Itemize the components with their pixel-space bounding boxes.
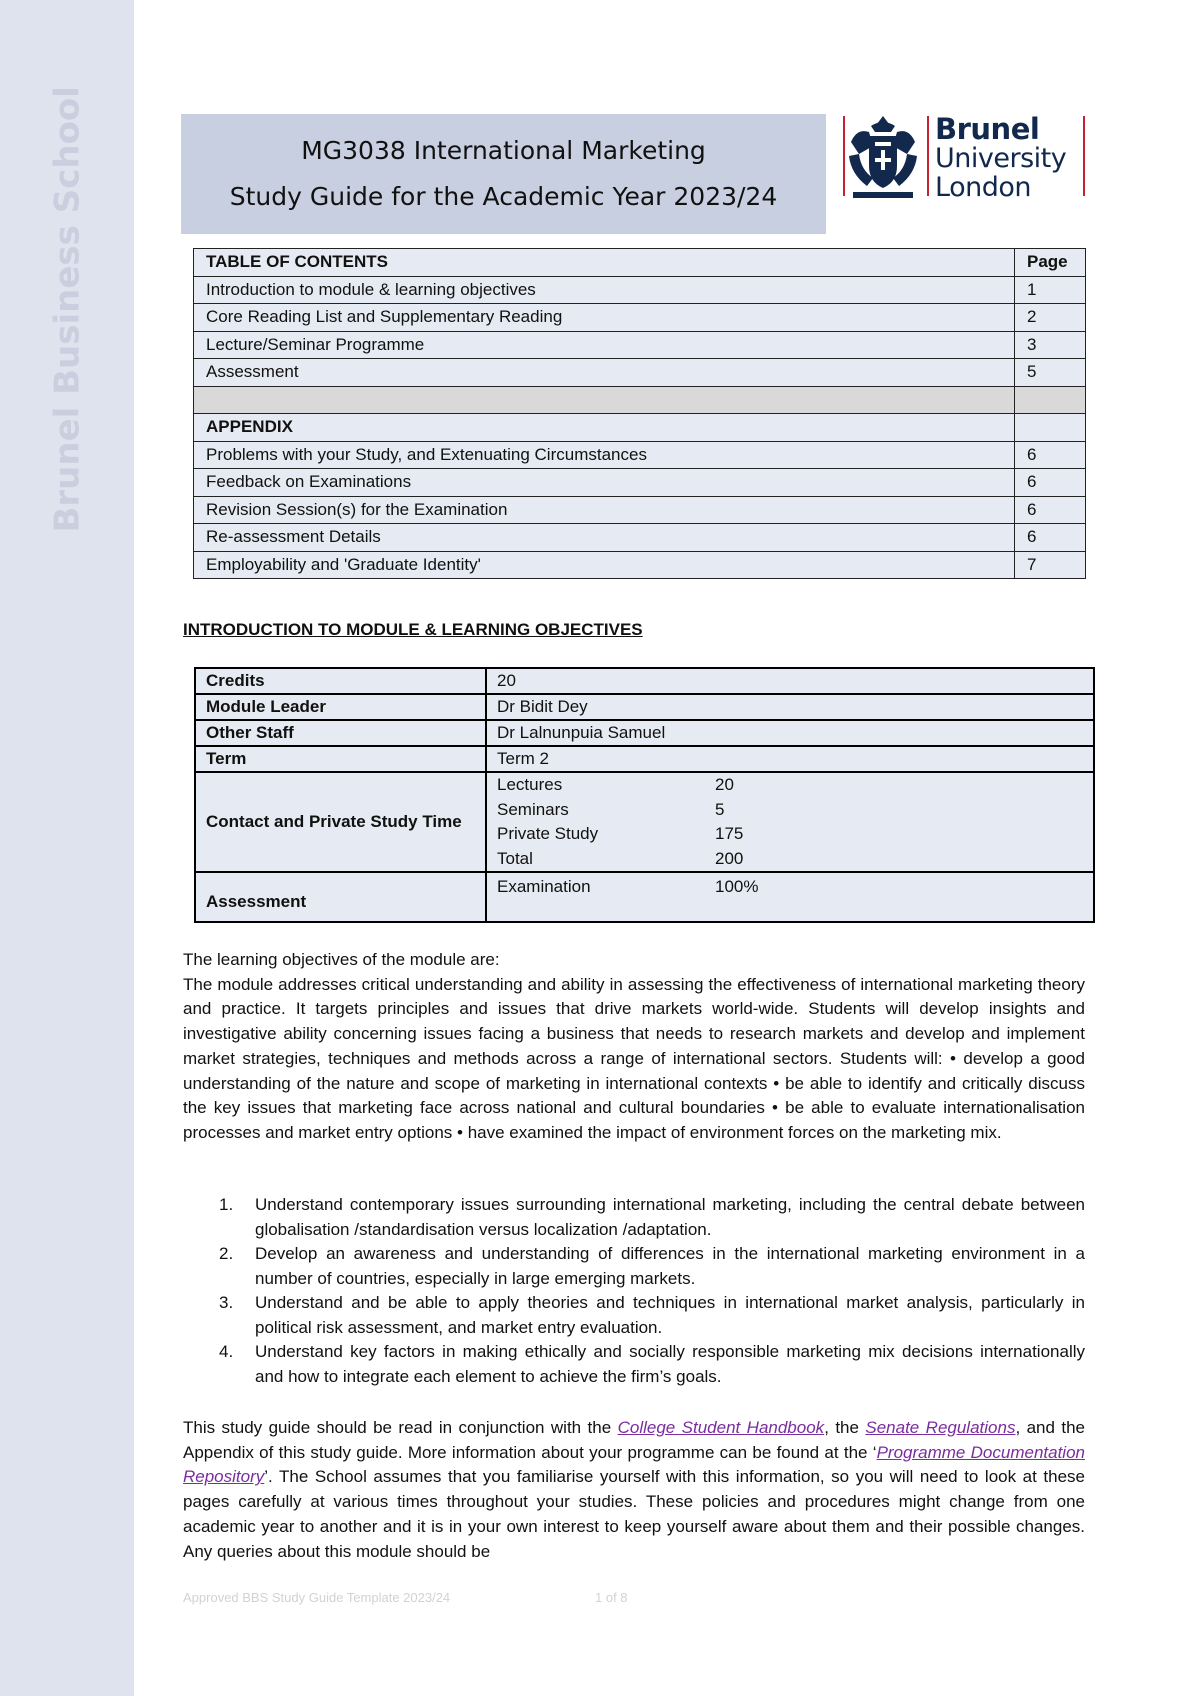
contact-row-label: Total [497,848,533,868]
contact-row-total [497,847,1083,872]
list-item-number: 1. [219,1195,234,1214]
list-item [213,1291,1085,1340]
logo-word-london: London [935,172,1031,203]
toc-item-page: 6 [1015,469,1086,497]
leader-value: Dr Bidit Dey [486,694,1094,720]
student-handbook-link[interactable]: College Student Handbook [617,1418,825,1437]
toc-row [194,524,1086,552]
toc-item-label: Core Reading List and Supplementary Reading [194,304,1015,332]
toc-separator-row [194,386,1086,414]
toc-row [194,304,1086,332]
university-logo [843,112,1085,202]
toc-item-page: 6 [1015,524,1086,552]
logo-word-university: University [935,143,1067,174]
toc-item-page: 7 [1015,551,1086,579]
contact-row-label: Lectures [497,775,563,794]
programme-repository-link[interactable]: Programme Documentation Repository [183,1442,1085,1487]
page-subtitle: Study Guide for the Academic Year 2023/24 [229,182,778,211]
toc-item-label: Revision Session(s) for the Examination [194,496,1015,524]
footer-template-note: Approved BBS Study Guide Template 2023/24 [183,1590,451,1605]
list-item-number: 4. [219,1342,234,1361]
logo-wordmark [935,114,1066,202]
sidebar-school-name: Brunel Business School [47,86,88,533]
logo-word-brunel: Brunel [935,112,1040,146]
assessment-row-value: 100% [715,877,759,896]
logo-divider-left [843,116,845,196]
contact-row-value: 5 [715,799,725,819]
assessment-label: Assessment [195,872,486,922]
term-value: Term 2 [486,746,1094,772]
toc-item-label: Problems with your Study, and Extenuating Circumstances [194,441,1015,469]
toc-header-row [194,249,1086,277]
table-of-contents [193,248,1086,579]
info-row-staff [195,720,1094,746]
closing-text: ’. The School assumes that you familiarise yourself with this information, so you will need to look at these pages carefully at various times throughout your studies. These policies and procedures might change from one academic year to another and it is in your own interest to keep yourself aware about them and their possible changes. Any queries about this module should be [183,1467,1085,1561]
closing-paragraph [183,1416,1085,1564]
list-item-text: Develop an awareness and understanding of differences in the international marketing environment in a number of countries, especially in large emerging markets. [255,1244,1085,1288]
title-banner [181,114,826,234]
contact-row-label: Seminars [497,799,569,819]
contact-values [486,772,1094,872]
credits-value: 20 [486,668,1094,694]
contact-row-seminars [497,798,1083,823]
closing-text: , the [824,1418,866,1437]
toc-row [194,469,1086,497]
senate-regulations-link[interactable]: Senate Regulations [865,1418,1016,1437]
toc-item-page: 5 [1015,359,1086,387]
assessment-row-label: Examination [497,877,591,896]
objectives-paragraph: The module addresses critical understanding and ability in assessing the effectiveness of international marketing theory and practice. It targets principles and issues that drive markets world-wide. Students will develop insights and investigative ability concerning issues facing a business that needs to research markets and develop and implement market strategies, techniques and methods across a range of international sectors. Students will: • develop a good understanding of the nature and scope of marketing in international contexts • be able to identify and critically discuss the key issues that marketing face across national and cultural boundaries • be able to evaluate internationalisation processes and market entry options • have examined the impact of environment forces on the marketing mix. [183,974,1085,1142]
page-title: MG3038 International Marketing [301,136,706,165]
toc-item-label: Assessment [194,359,1015,387]
list-item-number: 2. [219,1244,234,1263]
contact-row-value: 200 [715,848,744,868]
info-row-assessment [195,872,1094,922]
toc-header-page: Page [1015,249,1086,277]
closing-text: , and the Appendix of this study guide. More information about your programme can be found at the ‘ [183,1418,1085,1462]
toc-item-page: 2 [1015,304,1086,332]
info-row-leader [195,694,1094,720]
list-item [213,1242,1085,1291]
toc-row [194,359,1086,387]
contact-label: Contact and Private Study Time [195,772,486,872]
logo-divider-right [1083,116,1085,196]
toc-header-label: TABLE OF CONTENTS [194,249,1015,277]
toc-item-page: 6 [1015,441,1086,469]
toc-item-page: 1 [1015,276,1086,304]
objectives-intro-line: The learning objectives of the module are: [183,950,500,969]
sidebar [0,0,134,1696]
list-item-text: Understand contemporary issues surrounding international marketing, including the central debate between globalisation /standardisation versus localization /adaptation. [255,1195,1085,1239]
section-heading: INTRODUCTION TO MODULE & LEARNING OBJECTIVES [183,620,643,639]
staff-value: Dr Lalnunpuia Samuel [486,720,1094,746]
toc-item-label: Introduction to module & learning objectives [194,276,1015,304]
toc-row [194,441,1086,469]
footer-page-number: 1 of 8 [595,1590,628,1605]
assessment-row-examination [497,875,1083,900]
toc-row [194,496,1086,524]
credits-label: Credits [195,668,486,694]
toc-separator-cell [1015,386,1086,414]
objectives-intro [183,948,1085,1146]
toc-item-label: Re-assessment Details [194,524,1015,552]
list-item [213,1340,1085,1389]
assessment-values [486,872,1094,922]
contact-row-label: Private Study [497,824,599,843]
objectives-list [213,1193,1085,1389]
list-item-number: 3. [219,1293,234,1312]
list-item [213,1193,1085,1242]
toc-item-page: 6 [1015,496,1086,524]
toc-item-label: Employability and 'Graduate Identity' [194,551,1015,579]
contact-row-value: 175 [715,824,744,843]
toc-appendix-page [1015,414,1086,442]
term-label: Term [195,746,486,772]
info-row-credits [195,668,1094,694]
contact-row-value: 20 [715,775,734,794]
toc-separator-cell [194,386,1015,414]
staff-label: Other Staff [195,720,486,746]
logo-divider-mid [927,116,929,196]
closing-text: This study guide should be read in conjunction with the [183,1418,618,1437]
toc-appendix-label: APPENDIX [194,414,1015,442]
contact-row-private-study [497,822,1083,847]
contact-row-lectures [497,773,1083,798]
module-info-table [194,667,1095,923]
toc-row [194,551,1086,579]
info-row-contact [195,772,1094,872]
toc-item-label: Feedback on Examinations [194,469,1015,497]
list-item-text: Understand key factors in making ethically and socially responsible marketing mix decisions internationally and how to integrate each element to achieve the firm’s goals. [255,1342,1085,1386]
toc-row [194,276,1086,304]
toc-item-page: 3 [1015,331,1086,359]
crest-icon [843,112,923,202]
leader-label: Module Leader [195,694,486,720]
toc-item-label: Lecture/Seminar Programme [194,331,1015,359]
toc-row [194,331,1086,359]
toc-appendix-row [194,414,1086,442]
info-row-term [195,746,1094,772]
list-item-text: Understand and be able to apply theories and techniques in international market analysis, particularly in political risk assessment, and market entry evaluation. [255,1293,1085,1337]
